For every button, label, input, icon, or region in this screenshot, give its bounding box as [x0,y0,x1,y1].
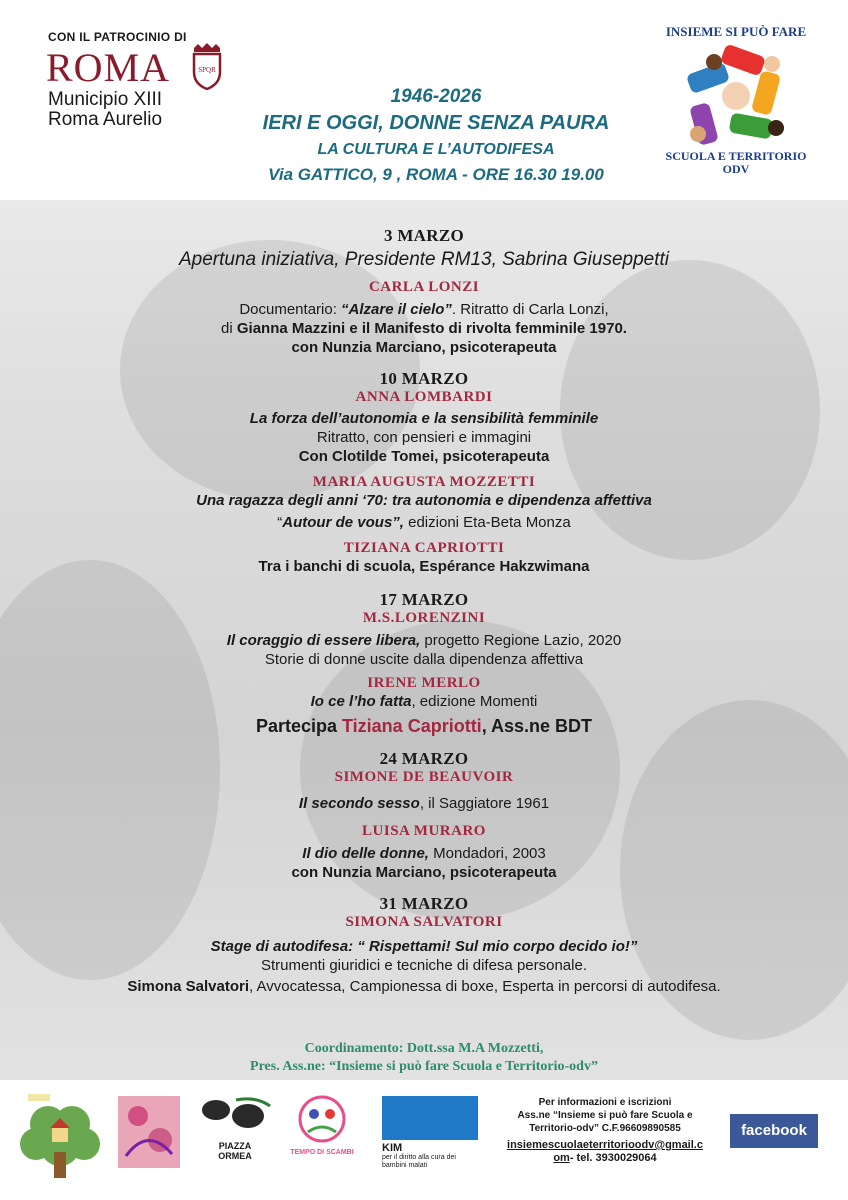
contact-email-link[interactable]: insiemescuolaeterritorioodv@gmail.c [507,1139,703,1151]
opening-line: Apertuna iniziativa, Presidente RM13, Sabrina Giuseppetti [178,249,670,270]
text-segment: , edizione Momenti [411,693,538,710]
speaker-tiziana-capriotti: TIZIANA CAPRIOTTI [343,540,505,556]
event-line [60,300,788,319]
text-segment: , il Saggiatore 1961 [419,795,550,812]
kim-logo-banner [382,1096,478,1140]
event-heading [226,86,646,185]
book-title: Io ce l’ho fatta [310,693,412,710]
coordination-line-1: Coordinamento: Dott.ssa M.A Mozzetti, [304,1041,544,1056]
speaker-carla-lonzi: CARLA LONZI [368,279,480,295]
piazza-ormea-logo [196,1096,274,1161]
svg-text:SPQR: SPQR [198,66,216,74]
speaker-simona-salvatori: SIMONA SALVATORI [345,914,503,930]
kim-logo [382,1096,478,1180]
text-segment: Simona Salvatori [127,978,250,995]
tree-house-logo-icon [18,1094,102,1180]
speaker-maria-augusta-mozzetti: MARIA AUGUSTA MOZZETTI [312,474,536,490]
contact-line-3 [498,1152,712,1165]
event-title: IERI E OGGI, DONNE SENZA PAURA [262,112,610,134]
roma-logo-text: ROMA [46,45,171,90]
contact-info [498,1096,712,1165]
event-line: La forza dell’autonomia e la sensibilità femminile [249,410,599,427]
date-10-marzo: 10 MARZO [379,369,469,388]
contact-title: Per informazioni e iscrizioni [538,1097,672,1108]
event-line [60,844,788,863]
speaker-luisa-muraro: LUISA MURARO [362,823,486,839]
event-line [60,631,788,650]
event-line [60,715,788,737]
documentary-title: “Alzare il cielo” [341,301,452,318]
kim-logo-text: KIM [382,1142,403,1154]
people-circle-icon [294,1094,350,1144]
text-segment: edizioni Eta-Beta Monza [403,514,571,531]
text-segment: Documentario: [239,301,342,318]
contact-email-link-end[interactable]: om [553,1152,570,1164]
text-segment: Mondadori, 2003 [428,845,546,862]
org-logo [656,22,816,182]
contact-phone: - tel. 3930029064 [569,1152,657,1164]
date-3-marzo: 3 MARZO [383,226,464,245]
coordination [60,1040,788,1076]
book-cover-art-icon [118,1096,180,1168]
event-line: Tra i banchi di scuola, Espérance Hakzwimana [258,558,590,575]
org-logo-bottom-line-1: SCUOLA E TERRITORIO [665,149,807,163]
text-segment: . Ritratto di Carla Lonzi, [451,301,609,318]
text-segment: , Avvocatessa, Campionessa di boxe, Esperta in percorsi di autodifesa. [249,978,721,995]
text-segment: Gianna Mazzini e il Manifesto di rivolta femminile 1970. [236,320,627,337]
event-line: Stage di autodifesa: “ Rispettami! Sul mio corpo decido io!” [210,938,638,955]
event-place-time: Via GATTICO, 9 , ROMA - ORE 16.30 19.00 [268,165,604,184]
event-line: Ritratto, con pensieri e immagini [316,429,532,446]
event-line: Con Clotilde Tomei, psicoterapeuta [298,448,550,465]
event-line [60,513,788,532]
book-title: Il secondo sesso [298,795,420,812]
speaker-irene-merlo: IRENE MERLO [367,675,481,691]
kim-logo-subtext: per il diritto alla cura dei bambini malati [382,1154,456,1169]
tempo-di-scambi-text: TEMPO DI SCAMBI [290,1149,354,1156]
highlighted-name: Tiziana Capriotti [342,716,482,736]
date-24-marzo: 24 MARZO [379,749,469,768]
event-line: con Nunzia Marciano, psicoterapeuta [291,339,557,356]
program [60,226,788,996]
piazza-ormea-text [196,1141,274,1161]
event-line: Strumenti giuridici e tecniche di difesa personale. [260,957,587,974]
piazza-text: PIAZZA [218,1141,252,1151]
event-line: Una ragazza degli anni ‘70: tra autonomia e dipendenza affettiva [196,492,652,509]
event-line: con Nunzia Marciano, psicoterapeuta [291,864,557,881]
event-line [60,319,788,338]
text-segment: progetto Regione Lazio, 2020 [420,632,622,649]
text-segment: “ [277,514,283,531]
date-31-marzo: 31 MARZO [379,894,469,913]
org-logo-bottom-text [656,150,816,176]
coordination-line-2: Pres. Ass.ne: “Insieme si può fare Scuola e Territorio-odv” [250,1059,598,1074]
org-logo-top-text: INSIEME SI PUÒ FARE [665,24,807,39]
contact-line-1: Ass.ne “Insieme si può fare Scuola e [517,1110,693,1121]
event-line [60,692,788,711]
event-line [60,977,788,996]
municipio-line-1: Municipio XIII [48,89,163,110]
municipio-line-2: Roma Aurelio [48,109,163,130]
book-cover-logo [118,1096,180,1168]
event-line [60,794,788,813]
hands-circle-icon [684,44,788,148]
date-17-marzo: 17 MARZO [379,590,469,609]
roma-crest-icon [190,42,224,90]
event-line: Storie di donne uscite dalla dipendenza affettiva [264,651,584,668]
text-segment: , Ass.ne BDT [481,716,593,736]
speaker-simone-de-beauvoir: SIMONE DE BEAUVOIR [334,769,514,785]
book-title: Il dio delle donne, [302,845,429,862]
footprints-icon [196,1096,274,1136]
ormea-text: ORMEA [218,1151,252,1161]
speaker-ms-lorenzini: M.S.LORENZINI [362,610,486,626]
facebook-button[interactable]: facebook [730,1114,818,1148]
tempo-di-scambi-logo [290,1094,354,1166]
book-title: Il coraggio di essere libera, [226,632,421,649]
event-years: 1946-2026 [390,86,482,107]
header [0,0,848,200]
speaker-anna-lombardi: ANNA LOMBARDI [355,389,493,405]
text-segment: Partecipa [255,716,342,736]
patronage-label: CON IL PATROCINIO DI [48,30,187,44]
book-title: Autour de vous”, [282,514,404,531]
event-subtitle: LA CULTURA E L’AUTODIFESA [317,141,555,158]
org-logo-bottom-line-2: ODV [722,162,750,176]
contact-line-2: Territorio-odv” C.F.96609890585 [529,1123,681,1134]
municipio-label [48,90,162,130]
text-segment: di [221,320,237,337]
